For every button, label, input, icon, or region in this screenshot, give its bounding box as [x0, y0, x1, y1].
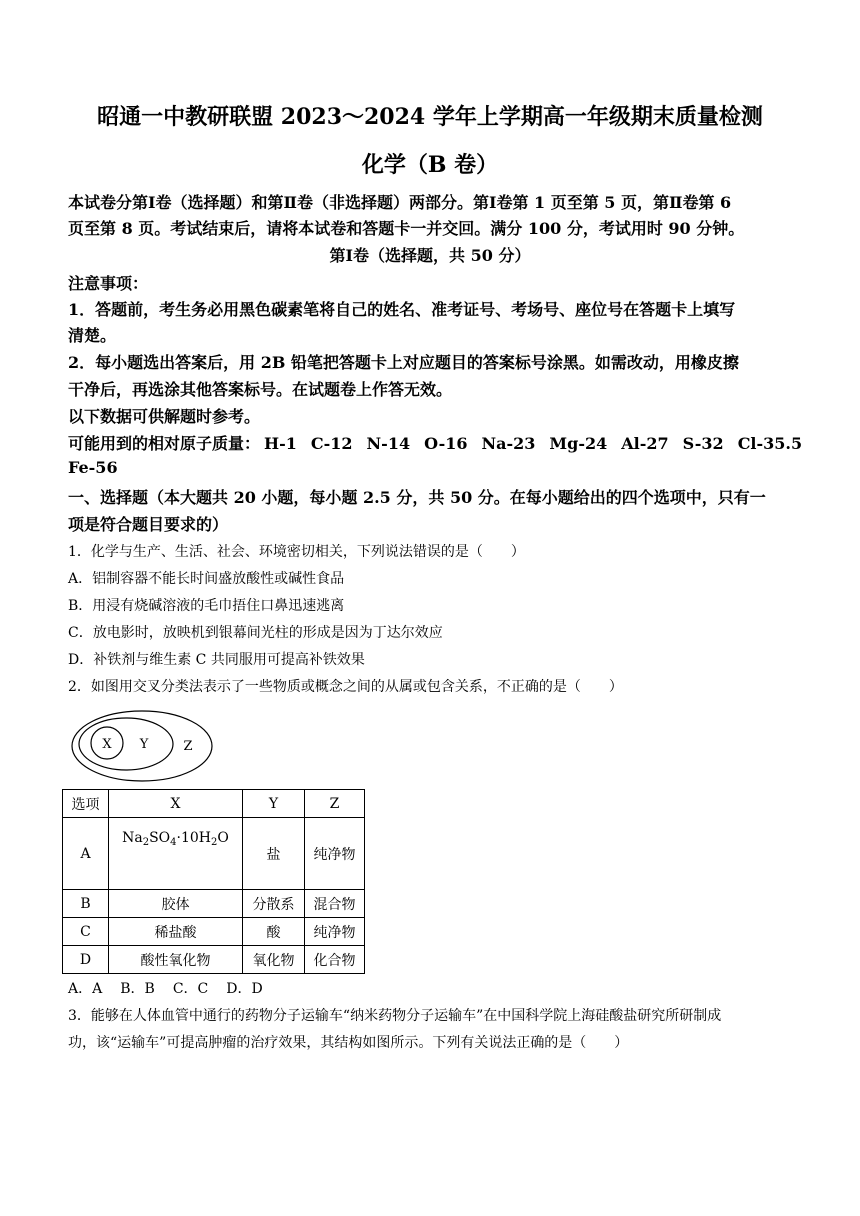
table-cell: 酸 — [243, 918, 305, 946]
table-cell: 混合物 — [305, 890, 365, 918]
set-inclusion-diagram — [70, 708, 220, 784]
section-heading-line-1: 一、选择题（本大题共 20 小题，每小题 2.5 分，共 50 分。在每小题给出的四个选项中，只有一 — [68, 488, 766, 507]
notes-heading: 注意事项： — [68, 274, 149, 293]
table-cell: 纯净物 — [305, 918, 365, 946]
note-2-line-1: 2．每小题选出答案后，用 2B 铅笔把答题卡上对应题目的答案标号涂黑。如需改动，用橡皮擦 — [68, 353, 739, 372]
table-header-cell: Z — [305, 790, 365, 818]
exam-title: 昭通一中教研联盟 2023～2024 学年上学期高一年级期末质量检测 — [97, 104, 763, 130]
table-cell: 盐 — [243, 818, 305, 890]
answer-choice-b: B．B — [120, 981, 155, 997]
question-1-option-d: D．补铁剂与维生素 C 共同服用可提高补铁效果 — [68, 652, 365, 668]
question-2-stem: 2．如图用交叉分类法表示了一些物质或概念之间的从属或包含关系，不正确的是（ ） — [68, 679, 623, 695]
question-2-answers — [68, 978, 263, 998]
atomic-mass-item: N-14 — [366, 434, 411, 453]
table-header-row — [63, 790, 365, 818]
note-2-line-2: 干净后，再选涂其他答案标号。在试题卷上作答无效。 — [68, 380, 453, 399]
atomic-mass-item: Al-27 — [621, 434, 669, 453]
table-row — [63, 918, 365, 946]
table-cell: 稀盐酸 — [109, 918, 243, 946]
atomic-mass-item: Na-23 — [481, 434, 536, 453]
diagram-label-x: X — [102, 737, 112, 752]
answer-choice-d: D．D — [226, 981, 263, 997]
atomic-mass-item: C-12 — [310, 434, 353, 453]
question-1-option-a: A．铝制容器不能长时间盛放酸性或碱性食品 — [68, 571, 345, 587]
reference-note: 以下数据可供解题时参考。 — [68, 407, 261, 426]
table-row — [63, 818, 365, 890]
table-cell: 氧化物 — [243, 946, 305, 974]
table-row — [63, 946, 365, 974]
note-1-line-2: 清楚。 — [68, 326, 117, 345]
formula-cell: $Na_2SO_4\cdot 10H_2O$ — [109, 818, 243, 890]
section-one-title: 第Ⅰ卷（选择题，共 50 分） — [329, 246, 531, 265]
atomic-mass-item: H-1 — [264, 434, 297, 453]
table-cell: C — [63, 918, 109, 946]
diagram-label-y: Y — [139, 737, 149, 752]
answer-choice-c: C．C — [172, 981, 209, 997]
intro-line-2: 页至第 8 页。考试结束后，请将本试卷和答题卡一并交回。满分 100 分，考试用时 90 分钟。 — [68, 219, 745, 238]
exam-subtitle: 化学（B 卷） — [361, 152, 499, 178]
table-header-cell: Y — [243, 790, 305, 818]
table-cell: 酸性氧化物 — [109, 946, 243, 974]
atomic-mass-item: Mg-24 — [549, 434, 608, 453]
question-3-line-1: 3．能够在人体血管中通行的药物分子运输车“纳米药物分子运输车”在中国科学院上海硅酸盐研究所研制成 — [68, 1008, 722, 1024]
atomic-mass-item: Cl-35.5 — [737, 434, 803, 453]
table-cell: D — [63, 946, 109, 974]
table-header-cell: 选项 — [63, 790, 109, 818]
question-1-option-c: C．放电影时，放映机到银幕间光柱的形成是因为丁达尔效应 — [68, 625, 443, 641]
question-2-table — [62, 789, 365, 974]
table-cell: 化合物 — [305, 946, 365, 974]
atomic-mass-list — [68, 431, 802, 454]
table-cell: 纯净物 — [305, 818, 365, 890]
section-heading-line-2: 项是符合题目要求的） — [68, 515, 229, 534]
atomic-mass-last: Fe-56 — [68, 458, 118, 477]
table-row — [63, 890, 365, 918]
question-1-option-b: B．用浸有烧碱溶液的毛巾捂住口鼻迅速逃离 — [68, 598, 345, 614]
atomic-mass-label: 可能用到的相对原子质量： — [68, 434, 261, 453]
answer-choice-a: A．A — [68, 981, 103, 997]
table-cell: B — [63, 890, 109, 918]
question-1-stem: 1．化学与生产、生活、社会、环境密切相关，下列说法错误的是（ ） — [68, 544, 525, 560]
note-1-line-1: 1．答题前，考生务必用黑色碳素笔将自己的姓名、准考证号、考场号、座位号在答题卡上填写 — [68, 300, 736, 319]
table-header-cell: X — [109, 790, 243, 818]
atomic-mass-item: S-32 — [682, 434, 724, 453]
diagram-label-z: Z — [183, 739, 193, 754]
table-cell: 分散系 — [243, 890, 305, 918]
question-3-line-2: 功，该“运输车”可提高肿瘤的治疗效果，其结构如图所示。下列有关说法正确的是（ ） — [68, 1035, 629, 1051]
table-cell: A — [63, 818, 109, 890]
intro-line-1: 本试卷分第Ⅰ卷（选择题）和第Ⅱ卷（非选择题）两部分。第Ⅰ卷第 1 页至第 5 页，第Ⅱ卷第 6 — [68, 193, 732, 212]
atomic-mass-item: O-16 — [424, 434, 468, 453]
table-cell: 胶体 — [109, 890, 243, 918]
